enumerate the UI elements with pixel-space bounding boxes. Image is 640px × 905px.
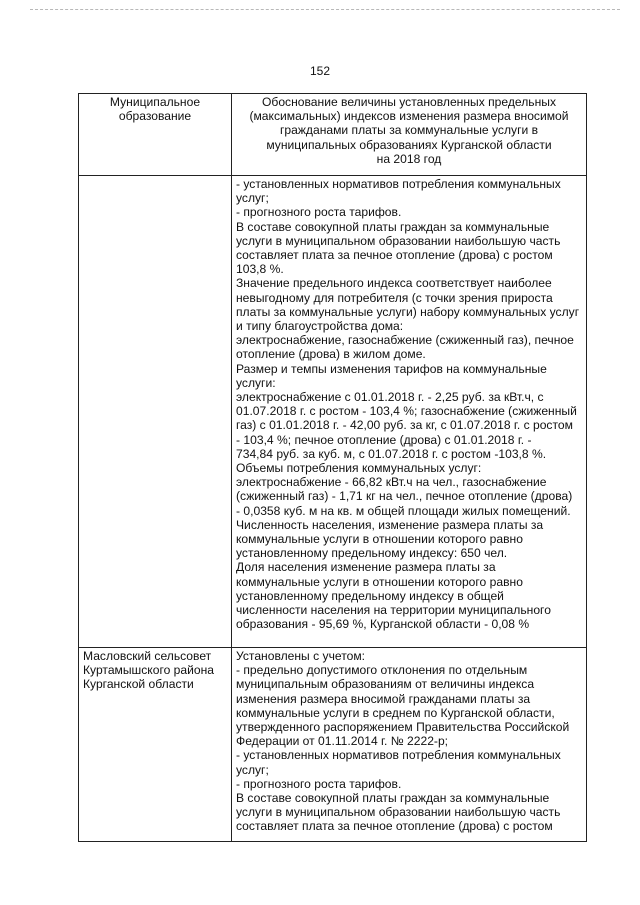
text-line: 01.07.2018 г. с ростом - 103,4 %; газоснабжение (сжиженный <box>236 404 577 419</box>
text-line: и типу благоустройства дома: <box>236 319 404 334</box>
page-number: 152 <box>309 64 331 78</box>
header-justification-line: на 2018 год <box>376 151 442 166</box>
header-municipality-line: Муниципальное <box>109 95 201 109</box>
text-line: утвержденного распоряжением Правительства Российской <box>236 720 570 735</box>
text-line: Федерации от 01.11.2014 г. № 2222-р; <box>236 734 449 749</box>
text-line: коммунальные услуги в отношении которого равно <box>236 532 523 547</box>
text-line: услуг; <box>236 762 269 777</box>
header-justification-line: (максимальных) индексов изменения размера вносимой <box>249 109 569 124</box>
text-line: коммунальные услуги в среднем по Курганской области, <box>236 705 555 720</box>
text-line: составляет плата за печное отопление (дрова) с ростом <box>236 248 553 263</box>
text-line: услуги в муниципальном образовании наибольшую часть <box>236 233 561 248</box>
header-justification-line: муниципальных образованиях Курганской области <box>266 137 552 152</box>
text-line: Численность населения, изменение размера платы за <box>236 517 544 532</box>
scan-edge-line <box>30 9 620 10</box>
text-line: (сжиженный газ) - 1,71 кг на чел., печное отопление (дрова) <box>236 489 573 504</box>
text-line: - 103,4 %; печное отопление (дрова) с 01.01.2018 г. - <box>236 432 532 447</box>
text-line: В составе совокупной платы граждан за коммунальные <box>236 219 550 234</box>
text-line: 103,8 %. <box>236 262 284 277</box>
text-line: услуг; <box>236 191 269 206</box>
text-line: услуги: <box>236 375 276 390</box>
justification-cell <box>232 648 587 842</box>
text-line: установленному предельному индексу в общей <box>236 588 504 603</box>
text-line: Курганской области <box>83 677 194 692</box>
tariff-justification-table <box>78 93 587 842</box>
text-line: услуги в муниципальном образовании наибольшую часть <box>236 805 561 820</box>
text-line: электроснабжение, газоснабжение (сжиженный газ), печное <box>236 333 574 348</box>
text-line: муниципальным образованиям от величины индекса <box>236 677 535 692</box>
header-justification <box>232 94 587 176</box>
text-line: - 0,0358 куб. м на кв. м общей площади жилых помещений. <box>236 503 571 518</box>
justification-cell <box>232 176 587 648</box>
text-line: Объемы потребления коммунальных услуг: <box>236 461 482 476</box>
text-line: - прогнозного роста тарифов. <box>236 776 402 791</box>
table-header-row <box>79 94 587 176</box>
municipality-cell <box>79 648 232 842</box>
header-justification-line: Обоснование величины установленных предельных <box>261 95 557 109</box>
text-line: Доля населения изменение размера платы за <box>236 560 496 575</box>
header-municipality <box>79 94 232 176</box>
text-line: Значение предельного индекса соответствует наиболее <box>236 276 552 291</box>
text-line: - предельно допустимого отклонения по отдельным <box>236 663 528 678</box>
text-line: Куртамышского района <box>83 663 215 678</box>
text-line: отопление (дрова) в жилом доме. <box>236 347 426 362</box>
header-municipality-line: образование <box>118 109 192 124</box>
text-line: Установлены с учетом: <box>236 649 365 663</box>
table-row <box>79 176 587 648</box>
text-line: - установленных нормативов потребления коммунальных <box>236 748 561 763</box>
text-line: образования - 95,69 %, Курганской области - 0,08 % <box>236 617 530 632</box>
text-line: численности населения на территории муниципального <box>236 603 551 618</box>
text-line: В составе совокупной платы граждан за коммунальные <box>236 791 550 806</box>
header-justification-line: гражданами платы за коммунальные услуги в <box>279 123 539 138</box>
text-line: Масловский сельсовет <box>83 649 212 663</box>
text-line: составляет плата за печное отопление (дрова) с ростом <box>236 819 553 834</box>
text-line: изменения размера вносимой гражданами платы за <box>236 691 531 706</box>
text-line: газ) с 01.01.2018 г. - 42,00 руб. за кг, с 01.07.2018 г. с ростом <box>236 418 573 433</box>
text-line: коммунальные услуги в отношении которого равно <box>236 574 523 589</box>
text-line: невыгодному для потребителя (с точки зрения прироста <box>236 290 553 305</box>
text-line: платы за коммунальные услуги) набору коммунальных услуг <box>236 304 580 319</box>
text-line: - прогнозного роста тарифов. <box>236 205 402 220</box>
text-line: Размер и темпы изменения тарифов на коммунальные <box>236 361 547 376</box>
text-line: 734,84 руб. за куб. м, с 01.07.2018 г. с ростом -103,8 %. <box>236 446 547 461</box>
table-row <box>79 648 587 842</box>
text-line: электроснабжение с 01.01.2018 г. - 2,25 руб. за кВт.ч, с <box>236 390 544 405</box>
text-line: - установленных нормативов потребления коммунальных <box>236 177 561 191</box>
municipality-cell <box>79 176 232 648</box>
text-line: электроснабжение - 66,82 кВт.ч на чел., газоснабжение <box>236 475 547 490</box>
text-line: установленному предельному индексу: 650 чел. <box>236 546 508 561</box>
